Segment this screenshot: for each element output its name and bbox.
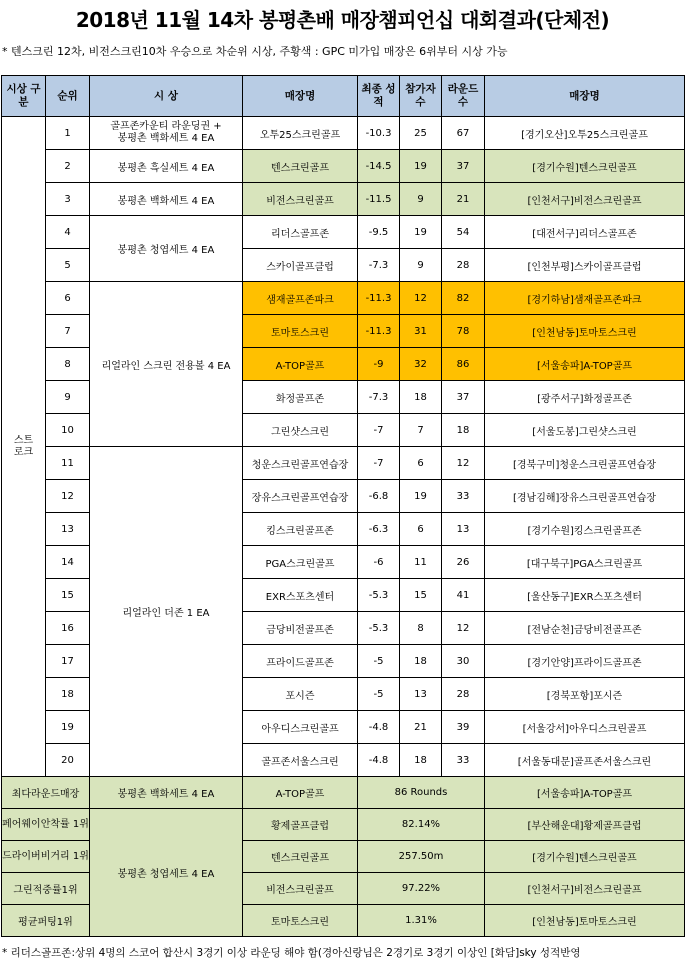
players-cell: 25	[400, 117, 442, 150]
region-cell: [경남김해]장유스크린골프연습장	[485, 480, 685, 513]
rank-cell: 9	[46, 381, 90, 414]
players-cell: 19	[400, 150, 442, 183]
rounds-cell: 12	[442, 612, 485, 645]
rank-cell: 14	[46, 546, 90, 579]
players-cell: 15	[400, 579, 442, 612]
players-cell: 18	[400, 744, 442, 777]
store-cell: 장유스크린골프연습장	[243, 480, 358, 513]
region-cell: [인천남동]토마토스크린	[485, 315, 685, 348]
bonus-store-cell: 황제골프클럽	[243, 809, 358, 841]
bonus-region-cell: [인천서구]비전스크린골프	[485, 873, 685, 905]
header-cell: 매장명	[485, 76, 685, 117]
notice-text: * 텐스크린 12차, 비전스크린10차 우승으로 차순위 시상, 주황색 : GPC 미가입 매장은 6위부터 시상 가능	[2, 45, 508, 58]
bonus-label-cell: 페어웨이안착률 1위	[2, 809, 90, 841]
table-row	[2, 282, 685, 315]
store-cell: PGA스크린골프	[243, 546, 358, 579]
region-cell: [대전서구]리더스골프존	[485, 216, 685, 249]
bonus-prize-cell: 봉평촌 청엽세트 4 EA	[90, 809, 243, 937]
table-row	[2, 117, 685, 150]
region-cell: [경북포항]포시즌	[485, 678, 685, 711]
players-cell: 7	[400, 414, 442, 447]
region-cell: [경북구미]청운스크린골프연습장	[485, 447, 685, 480]
players-cell: 31	[400, 315, 442, 348]
players-cell: 19	[400, 216, 442, 249]
results-table	[1, 75, 685, 937]
region-cell: [광주서구]화정골프존	[485, 381, 685, 414]
store-cell: A-TOP골프	[243, 348, 358, 381]
rank-cell: 5	[46, 249, 90, 282]
region-cell: [울산동구]EXR스포츠센터	[485, 579, 685, 612]
bonus-value-cell: 1.31%	[358, 905, 485, 937]
rank-cell: 12	[46, 480, 90, 513]
region-cell: [인천서구]비전스크린골프	[485, 183, 685, 216]
rounds-cell: 28	[442, 249, 485, 282]
score-cell: -9	[358, 348, 400, 381]
prize-cell: 리얼라인 스크린 전용볼 4 EA	[90, 282, 243, 447]
bonus-region-cell: [부산해운대]황제골프클럽	[485, 809, 685, 841]
score-cell: -6.3	[358, 513, 400, 546]
rounds-cell: 82	[442, 282, 485, 315]
score-cell: -14.5	[358, 150, 400, 183]
players-cell: 6	[400, 513, 442, 546]
table-row	[2, 183, 685, 216]
players-cell: 21	[400, 711, 442, 744]
bonus-label-cell: 그린적중률1위	[2, 873, 90, 905]
bonus-row	[2, 809, 685, 841]
players-cell: 11	[400, 546, 442, 579]
prize-cell: 봉평촌 청엽세트 4 EA	[90, 216, 243, 282]
score-cell: -5	[358, 645, 400, 678]
store-cell: 비전스크린골프	[243, 183, 358, 216]
score-cell: -6.8	[358, 480, 400, 513]
header-cell: 최종 성적	[358, 76, 400, 117]
rounds-cell: 37	[442, 150, 485, 183]
score-cell: -7.3	[358, 249, 400, 282]
players-cell: 9	[400, 183, 442, 216]
players-cell: 12	[400, 282, 442, 315]
rank-cell: 16	[46, 612, 90, 645]
rank-cell: 8	[46, 348, 90, 381]
rounds-cell: 30	[442, 645, 485, 678]
players-cell: 18	[400, 645, 442, 678]
bonus-value-cell: 82.14%	[358, 809, 485, 841]
rounds-cell: 67	[442, 117, 485, 150]
bonus-label-cell: 드라이버비거리 1위	[2, 841, 90, 873]
rank-cell: 17	[46, 645, 90, 678]
players-cell: 13	[400, 678, 442, 711]
rank-cell: 10	[46, 414, 90, 447]
rank-cell: 3	[46, 183, 90, 216]
store-cell: EXR스포츠센터	[243, 579, 358, 612]
prize-cell: 리얼라인 더존 1 EA	[90, 447, 243, 777]
bonus-store-cell: 토마토스크린	[243, 905, 358, 937]
table-row	[2, 447, 685, 480]
score-cell: -11.3	[358, 282, 400, 315]
bonus-region-cell: [서울송파]A-TOP골프	[485, 777, 685, 809]
header-cell: 매장명	[243, 76, 358, 117]
header-cell: 참가자 수	[400, 76, 442, 117]
region-cell: [서울송파]A-TOP골프	[485, 348, 685, 381]
region-cell: [서울동대문]골프존서울스크린	[485, 744, 685, 777]
players-cell: 32	[400, 348, 442, 381]
table-row	[2, 216, 685, 249]
rounds-cell: 41	[442, 579, 485, 612]
rounds-cell: 33	[442, 480, 485, 513]
bonus-store-cell: A-TOP골프	[243, 777, 358, 809]
store-cell: 골프존서울스크린	[243, 744, 358, 777]
store-cell: 프라이드골프존	[243, 645, 358, 678]
store-cell: 그린샷스크린	[243, 414, 358, 447]
rank-cell: 4	[46, 216, 90, 249]
rounds-cell: 26	[442, 546, 485, 579]
prize-cell: 봉평촌 흑실세트 4 EA	[90, 150, 243, 183]
header-cell: 라운드 수	[442, 76, 485, 117]
rounds-cell: 28	[442, 678, 485, 711]
score-cell: -11.5	[358, 183, 400, 216]
score-cell: -10.3	[358, 117, 400, 150]
rounds-cell: 21	[442, 183, 485, 216]
score-cell: -11.3	[358, 315, 400, 348]
score-cell: -7.3	[358, 381, 400, 414]
store-cell: 화정골프존	[243, 381, 358, 414]
footnote-text: * 리더스골프존:상위 4명의 스코어 합산시 3경기 이상 라운딩 해야 함(경아신랑님은 2경기로 3경기 이상인 [화담]sky 성적반영	[2, 947, 581, 959]
players-cell: 6	[400, 447, 442, 480]
store-cell: 스카이골프클럽	[243, 249, 358, 282]
bonus-store-cell: 텐스크린골프	[243, 841, 358, 873]
store-cell: 텐스크린골프	[243, 150, 358, 183]
table-row	[2, 150, 685, 183]
store-cell: 금당비전골프존	[243, 612, 358, 645]
region-cell: [경기수원]킹스크린골프존	[485, 513, 685, 546]
rounds-cell: 18	[442, 414, 485, 447]
header-cell: 시상 구분	[2, 76, 46, 117]
bonus-row	[2, 777, 685, 809]
region-cell: [전남순천]금당비전골프존	[485, 612, 685, 645]
score-cell: -7	[358, 447, 400, 480]
rounds-cell: 13	[442, 513, 485, 546]
header-cell: 순위	[46, 76, 90, 117]
rounds-cell: 37	[442, 381, 485, 414]
category-cell: 스트로크	[2, 117, 46, 777]
score-cell: -6	[358, 546, 400, 579]
rounds-cell: 78	[442, 315, 485, 348]
prize-cell: 봉평촌 백화세트 4 EA	[90, 183, 243, 216]
region-cell: [경기수원]텐스크린골프	[485, 150, 685, 183]
bonus-value-cell: 97.22%	[358, 873, 485, 905]
score-cell: -9.5	[358, 216, 400, 249]
bonus-value-cell: 257.50m	[358, 841, 485, 873]
store-cell: 청운스크린골프연습장	[243, 447, 358, 480]
rounds-cell: 39	[442, 711, 485, 744]
rounds-cell: 33	[442, 744, 485, 777]
header-cell: 시 상	[90, 76, 243, 117]
store-cell: 포시즌	[243, 678, 358, 711]
bonus-prize-cell: 봉평촌 백화세트 4 EA	[90, 777, 243, 809]
rank-cell: 11	[46, 447, 90, 480]
prize-cell: 골프존카운티 라운딩권 + 봉평촌 백화세트 4 EA	[90, 117, 243, 150]
rank-cell: 19	[46, 711, 90, 744]
rank-cell: 13	[46, 513, 90, 546]
bonus-region-cell: [인천남동]토마토스크린	[485, 905, 685, 937]
store-cell: 샘재골프존파크	[243, 282, 358, 315]
players-cell: 8	[400, 612, 442, 645]
score-cell: -5	[358, 678, 400, 711]
bonus-store-cell: 비전스크린골프	[243, 873, 358, 905]
score-cell: -5.3	[358, 612, 400, 645]
region-cell: [대구북구]PGA스크린골프	[485, 546, 685, 579]
region-cell: [경기오산]오투25스크린골프	[485, 117, 685, 150]
rounds-cell: 86	[442, 348, 485, 381]
region-cell: [서울강서]아우디스크린골프	[485, 711, 685, 744]
header-row	[2, 76, 685, 117]
page-title: 2018년 11월 14차 봉평촌배 매장챔피언십 대회결과(단체전)	[75, 8, 610, 32]
rank-cell: 1	[46, 117, 90, 150]
score-cell: -4.8	[358, 711, 400, 744]
rounds-cell: 12	[442, 447, 485, 480]
region-cell: [인천부평]스카이골프클럽	[485, 249, 685, 282]
rank-cell: 20	[46, 744, 90, 777]
bonus-value-cell: 86 Rounds	[358, 777, 485, 809]
store-cell: 오투25스크린골프	[243, 117, 358, 150]
score-cell: -5.3	[358, 579, 400, 612]
score-cell: -4.8	[358, 744, 400, 777]
players-cell: 9	[400, 249, 442, 282]
bonus-region-cell: [경기수원]텐스크린골프	[485, 841, 685, 873]
store-cell: 킹스크린골프존	[243, 513, 358, 546]
players-cell: 18	[400, 381, 442, 414]
region-cell: [서울도봉]그린샷스크린	[485, 414, 685, 447]
rank-cell: 18	[46, 678, 90, 711]
rank-cell: 6	[46, 282, 90, 315]
store-cell: 아우디스크린골프	[243, 711, 358, 744]
store-cell: 리더스골프존	[243, 216, 358, 249]
region-cell: [경기안양]프라이드골프존	[485, 645, 685, 678]
region-cell: [경기하남]샘재골프존파크	[485, 282, 685, 315]
bonus-label-cell: 최다라운드매장	[2, 777, 90, 809]
players-cell: 19	[400, 480, 442, 513]
bonus-label-cell: 평균퍼팅1위	[2, 905, 90, 937]
rank-cell: 15	[46, 579, 90, 612]
rounds-cell: 54	[442, 216, 485, 249]
rank-cell: 7	[46, 315, 90, 348]
score-cell: -7	[358, 414, 400, 447]
store-cell: 토마토스크린	[243, 315, 358, 348]
rank-cell: 2	[46, 150, 90, 183]
